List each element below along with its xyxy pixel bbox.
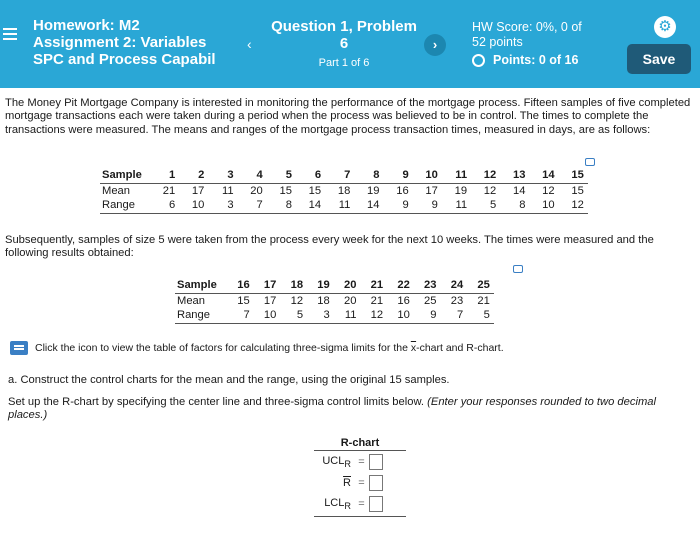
lcl-r-row	[314, 494, 406, 514]
points-label: Points: 0 of 16	[493, 53, 579, 67]
homework-title-line-3: SPC and Process Capabil	[33, 51, 216, 68]
chevron-right-icon[interactable]: ›	[424, 34, 446, 56]
table-cell: 12	[290, 294, 304, 307]
table-cell: 18	[280, 278, 307, 293]
table-cell: 21	[360, 278, 387, 293]
factor-link-after: -chart and R-chart.	[416, 342, 504, 354]
table-cell: 16	[397, 294, 410, 307]
equals-sign: =	[358, 456, 365, 468]
table-cell: 14	[529, 168, 558, 183]
table-cell: 17	[254, 278, 281, 293]
copy-data-icon[interactable]	[585, 158, 595, 166]
table-cell: 12	[559, 198, 588, 213]
table-row	[100, 183, 588, 198]
question-indicator	[265, 18, 423, 69]
factor-link-before: Click the icon to view the table of factors for calculating three-sigma limits for the	[35, 342, 411, 354]
original-samples-table	[100, 168, 588, 214]
r-bar-row	[314, 473, 406, 493]
table-cell: 8	[500, 198, 529, 213]
table-cell: 10	[179, 198, 208, 213]
table-cell: 3	[208, 198, 237, 213]
table-row	[175, 293, 494, 308]
table-cell: 9	[413, 198, 442, 213]
table-cell: 9	[384, 168, 413, 183]
table-cell: 14	[296, 198, 325, 213]
hw-score-line-2: 52 points	[472, 35, 523, 49]
table-cell: 11	[325, 198, 354, 213]
table-cell: 10	[387, 308, 414, 323]
table-cell: 8	[267, 198, 296, 213]
r-bar-input[interactable]	[369, 475, 383, 491]
table-cell: 19	[454, 184, 468, 197]
hw-score	[472, 20, 582, 68]
table-cell: 17	[425, 184, 438, 197]
table1-header-row	[100, 168, 588, 183]
table-cell: 7	[238, 198, 267, 213]
equals-sign: =	[358, 498, 365, 510]
table-cell: 9	[414, 308, 441, 323]
table-cell: 5	[471, 198, 500, 213]
chevron-left-icon[interactable]: ‹	[247, 36, 252, 52]
table-cell: 12	[542, 184, 555, 197]
homework-title	[33, 17, 263, 68]
setup-instructions	[8, 396, 688, 423]
table-cell: 7	[441, 308, 468, 323]
table-cell: 12	[471, 168, 500, 183]
table-row	[100, 198, 588, 213]
table-cell: 19	[307, 278, 334, 293]
r-chart-bottom-rule	[314, 516, 406, 517]
table-cell: 6	[296, 168, 325, 183]
table-cell: 21	[370, 294, 384, 307]
hw-score-line-1: HW Score: 0%, 0 of	[472, 20, 582, 34]
table-cell: 17	[263, 294, 277, 307]
table-cell: 10	[413, 168, 442, 183]
table-cell: 15	[237, 294, 250, 307]
table-cell: 20	[343, 294, 357, 307]
table-cell: 10	[254, 308, 281, 323]
table-cell: 15	[308, 184, 322, 197]
subsequent-text: Subsequently, samples of size 5 were taken from the process every week for the next 10 weeks. The times were measured and the following results obtained:	[5, 234, 654, 260]
equals-sign: =	[358, 477, 365, 489]
table-cell: 5	[267, 168, 296, 183]
table-cell: 10	[529, 198, 558, 213]
homework-title-line-2: Assignment 2: Variables	[33, 34, 207, 51]
homework-title-line-1: Homework: M2	[33, 17, 140, 34]
table-cell: 16	[396, 184, 409, 197]
table-cell: 11	[221, 184, 234, 197]
ucl-r-input[interactable]	[369, 454, 383, 470]
table-cell: 11	[442, 198, 471, 213]
table-cell: 13	[500, 168, 529, 183]
r-bar-symbol: $\overline{R}$	[343, 477, 351, 489]
table-cell: 14	[354, 198, 383, 213]
circle-icon	[472, 54, 485, 67]
table-cell: 12	[483, 184, 497, 197]
table-cell: 19	[367, 184, 380, 197]
subsequent-samples-table	[175, 278, 494, 324]
part-a-text: a. Construct the control charts for the mean and the range, using the original 15 samples.	[8, 374, 450, 386]
table-cell: 14	[512, 184, 526, 197]
table-cell: 11	[334, 308, 361, 323]
table-cell: 4	[238, 168, 267, 183]
question-title-line-1: Question 1, Problem	[271, 18, 417, 35]
ucl-r-label	[314, 455, 354, 469]
row-label: Sample	[175, 278, 227, 293]
table-cell: 18	[337, 184, 351, 197]
points-indicator	[472, 53, 582, 68]
table-cell: 12	[360, 308, 387, 323]
table-cell: 5	[280, 308, 307, 323]
ucl-sub: R	[344, 459, 351, 470]
setup-italic: (Enter your responses rounded to two decimal places.)	[8, 396, 656, 422]
table-cell: 25	[467, 278, 494, 293]
table-cell: 20	[250, 184, 263, 197]
table-cell: 2	[179, 168, 208, 183]
menu-icon[interactable]	[3, 28, 17, 40]
table-cell: 17	[191, 184, 205, 197]
table2-header-row	[175, 278, 494, 293]
save-button[interactable]: Save	[627, 44, 691, 74]
setup-plain: Set up the R-chart by specifying the center line and three-sigma control limits below.	[8, 396, 428, 408]
table-cell: 18	[317, 294, 330, 307]
table-row	[175, 308, 494, 323]
question-title-line-2: 6	[339, 35, 349, 52]
table-cell: 1	[150, 168, 179, 183]
table-cell: 5	[467, 308, 494, 323]
gear-icon[interactable]: ⚙	[654, 16, 676, 38]
table-cell: 11	[442, 168, 471, 183]
r-bar-label	[314, 477, 354, 489]
ucl-r-row	[314, 452, 406, 472]
part-indicator: Part 1 of 6	[318, 57, 370, 69]
row-label: Range	[100, 198, 150, 213]
lcl-sub: R	[344, 501, 351, 512]
table-cell: 25	[424, 294, 437, 307]
header-bar	[0, 0, 700, 88]
copy-data-icon[interactable]	[513, 265, 523, 273]
table-cell: 23	[414, 278, 441, 293]
row-label: Mean	[177, 294, 205, 307]
table-cell: 8	[354, 168, 383, 183]
table-cell: 21	[162, 184, 176, 197]
table-cell: 15	[279, 184, 292, 197]
table-cell: 7	[325, 168, 354, 183]
ucl-label: UCL	[322, 454, 345, 467]
table-cell: 15	[571, 184, 584, 197]
book-icon[interactable]	[10, 341, 28, 355]
table-cell: 3	[208, 168, 237, 183]
table-cell: 22	[387, 278, 414, 293]
table-cell: 3	[307, 308, 334, 323]
table-cell: 20	[334, 278, 361, 293]
lcl-r-input[interactable]	[369, 496, 383, 512]
row-label: Sample	[100, 168, 150, 183]
lcl-r-label	[314, 497, 354, 511]
table-cell: 9	[384, 198, 413, 213]
table-cell: 21	[477, 294, 490, 307]
factor-link-text	[35, 342, 504, 354]
table-cell: 7	[227, 308, 254, 323]
row-label: Mean	[102, 184, 130, 197]
table-cell: 6	[150, 198, 179, 213]
table-cell: 15	[559, 168, 588, 183]
lcl-label: LCL	[324, 496, 345, 509]
table-cell: 24	[441, 278, 468, 293]
problem-text: The Money Pit Mortgage Company is interested in monitoring the performance of the mortgage process. Fifteen samples of five completed mortgage transactions each were taken during a period when the process was believed to be in control. The times to complete the transactions were measured. The means and ranges of the mortgage process transaction times, measured in days, are as follows:	[5, 97, 691, 136]
r-chart-title: R-chart	[314, 436, 406, 451]
factor-link-xbar: $\overline{x}$	[410, 342, 417, 354]
factor-table-link[interactable]	[10, 341, 504, 355]
row-label: Range	[175, 308, 227, 323]
table-cell: 23	[450, 294, 464, 307]
r-chart-form	[314, 436, 406, 517]
table-cell: 16	[227, 278, 254, 293]
